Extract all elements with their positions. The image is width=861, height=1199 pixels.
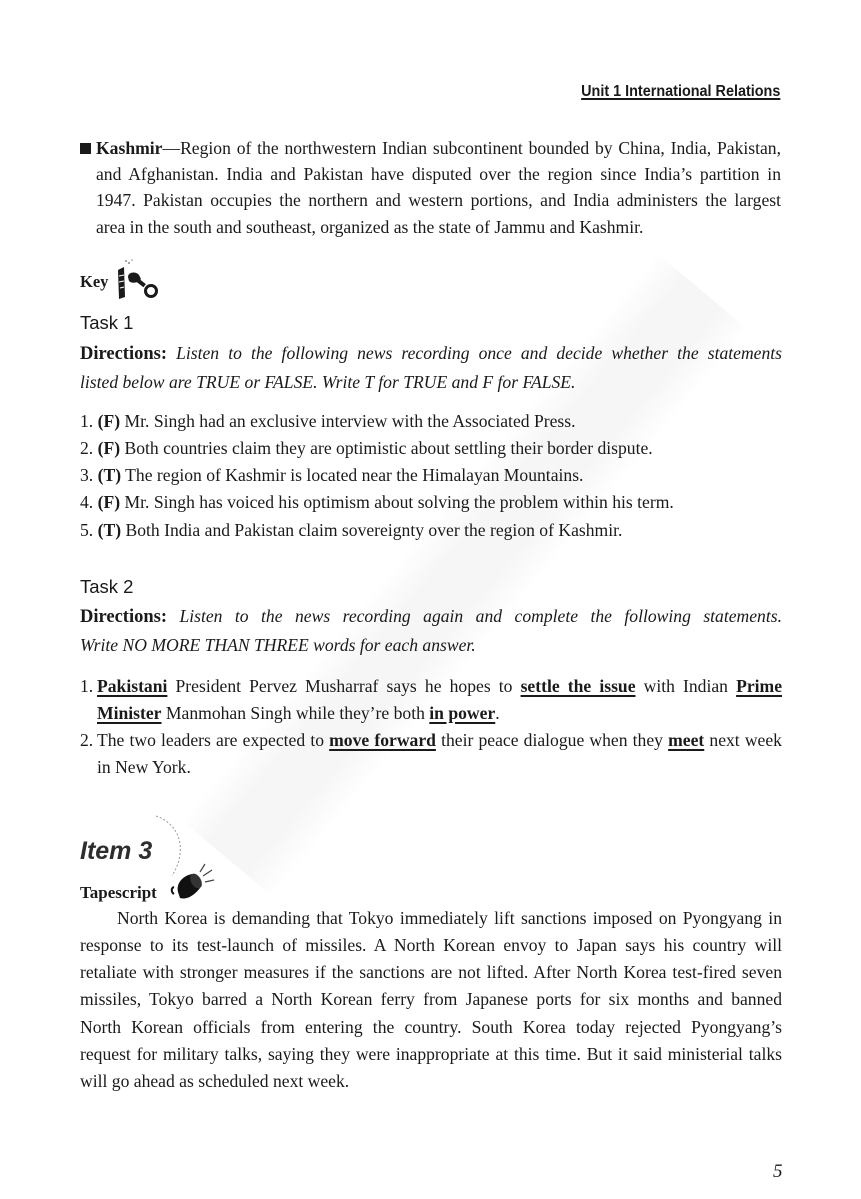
completion-line xyxy=(97,673,782,699)
statement-text: Mr. Singh has voiced his optimism about solving the problem within his term. xyxy=(124,492,674,512)
note-line xyxy=(96,135,781,161)
directions-line: Write NO MORE THAN THREE words for each answer. xyxy=(80,635,476,655)
statement-text: Both countries claim they are optimistic about settling their border dispute. xyxy=(124,438,653,458)
directions-line: listed below are TRUE or FALSE. Write T for TRUE and F for FALSE. xyxy=(80,372,576,392)
item-number: 1. xyxy=(80,676,94,696)
key-icon xyxy=(114,258,162,300)
item-number: 2. xyxy=(80,730,94,750)
item-number: 5. xyxy=(80,520,94,540)
tapescript-label: Tapescript xyxy=(80,883,157,902)
true-false-answer: (F) xyxy=(97,492,121,512)
answer-blank: move forward xyxy=(329,730,436,750)
note-line: 1947. Pakistan occupies the northern and western portions, and India administers the largest xyxy=(96,190,781,210)
statement-text: The region of Kashmir is located near the Himalayan Mountains. xyxy=(125,465,584,485)
tapescript-line: missiles, Tokyo barred a North Korean ferry from Japanese ports for six months and banned xyxy=(80,989,782,1009)
note-term: Kashmir xyxy=(96,138,163,158)
statement-item xyxy=(80,489,674,515)
statement-item xyxy=(80,435,653,461)
statement-text: The two leaders are expected to xyxy=(97,730,330,750)
statement-text: Mr. Singh had an exclusive interview with the Associated Press. xyxy=(124,411,576,431)
answer-blank: Minister xyxy=(97,703,162,723)
answer-blank: Prime xyxy=(736,676,783,696)
tapescript-line: request for military talks, saying they were inappropriate at this time. But it said ministerial talks xyxy=(80,1044,782,1064)
answer-blank: meet xyxy=(668,730,705,750)
task-2-heading: Task 2 xyxy=(80,576,134,597)
true-false-answer: (F) xyxy=(97,438,121,458)
completion-line xyxy=(97,700,500,726)
statement-text: . xyxy=(495,703,500,723)
completion-line xyxy=(97,754,191,780)
statement-item xyxy=(80,462,583,488)
statement-text: their peace dialogue when they xyxy=(435,730,669,750)
note-line: and Afghanistan. India and Pakistan have disputed over the region since India’s partition in xyxy=(96,164,781,184)
true-false-answer: (T) xyxy=(97,465,122,485)
statement-text: Both India and Pakistan claim sovereignty over the region of Kashmir. xyxy=(125,520,623,540)
statement-item xyxy=(80,517,622,543)
true-false-answer: (T) xyxy=(97,520,122,540)
directions-line xyxy=(80,340,782,366)
speaker-icon xyxy=(168,856,218,912)
statement-item xyxy=(80,408,576,434)
tapescript-line: retaliate with stronger measures if the sanctions are not lifted. After North Korea test-fired seven xyxy=(80,962,782,982)
tapescript-line: will go ahead as scheduled next week. xyxy=(80,1071,350,1091)
item-number: 2. xyxy=(80,438,94,458)
true-false-answer: (F) xyxy=(97,411,121,431)
answer-blank: settle the issue xyxy=(520,676,636,696)
item-number: 1. xyxy=(80,411,94,431)
item-number: 3. xyxy=(80,465,94,485)
tapescript-line: response to its test-launch of missiles. A North Korean envoy to Japan says his country will xyxy=(80,935,782,955)
item-number: 4. xyxy=(80,492,94,512)
statement-text: President Pervez Musharraf says he hopes to xyxy=(167,676,521,696)
directions-text: Listen to the following news recording once and decide whether the statements xyxy=(176,343,782,363)
item-3-title: Item 3 xyxy=(80,837,153,865)
key-label: Key xyxy=(80,272,109,291)
statement-text: in New York. xyxy=(97,757,191,777)
task-1-heading: Task 1 xyxy=(80,312,134,333)
directions-label: Directions: xyxy=(80,607,167,627)
statement-text: next week xyxy=(704,730,782,750)
tapescript-line: North Korean officials from entering the country. South Korea today rejected Pyongyang’s xyxy=(80,1017,782,1037)
square-bullet-icon xyxy=(80,143,91,154)
statement-text: with Indian xyxy=(635,676,737,696)
note-line: area in the south and southeast, organized as the state of Jammu and Kashmir. xyxy=(96,217,644,237)
answer-blank: in power xyxy=(429,703,496,723)
tapescript-line: North Korea is demanding that Tokyo immediately lift sanctions imposed on Pyongyang in xyxy=(117,908,782,928)
directions-text: Listen to the news recording again and complete the following statements. xyxy=(179,606,782,626)
page-number: 5 xyxy=(773,1161,783,1182)
statement-text: Manmohan Singh while they’re both xyxy=(161,703,430,723)
running-header: Unit 1 International Relations xyxy=(580,83,780,100)
completion-line xyxy=(97,727,782,753)
answer-blank: Pakistani xyxy=(97,676,168,696)
directions-line xyxy=(80,603,782,629)
note-text: —Region of the northwestern Indian subcontinent bounded by China, India, Pakistan, xyxy=(162,138,781,158)
directions-label: Directions: xyxy=(80,344,167,364)
